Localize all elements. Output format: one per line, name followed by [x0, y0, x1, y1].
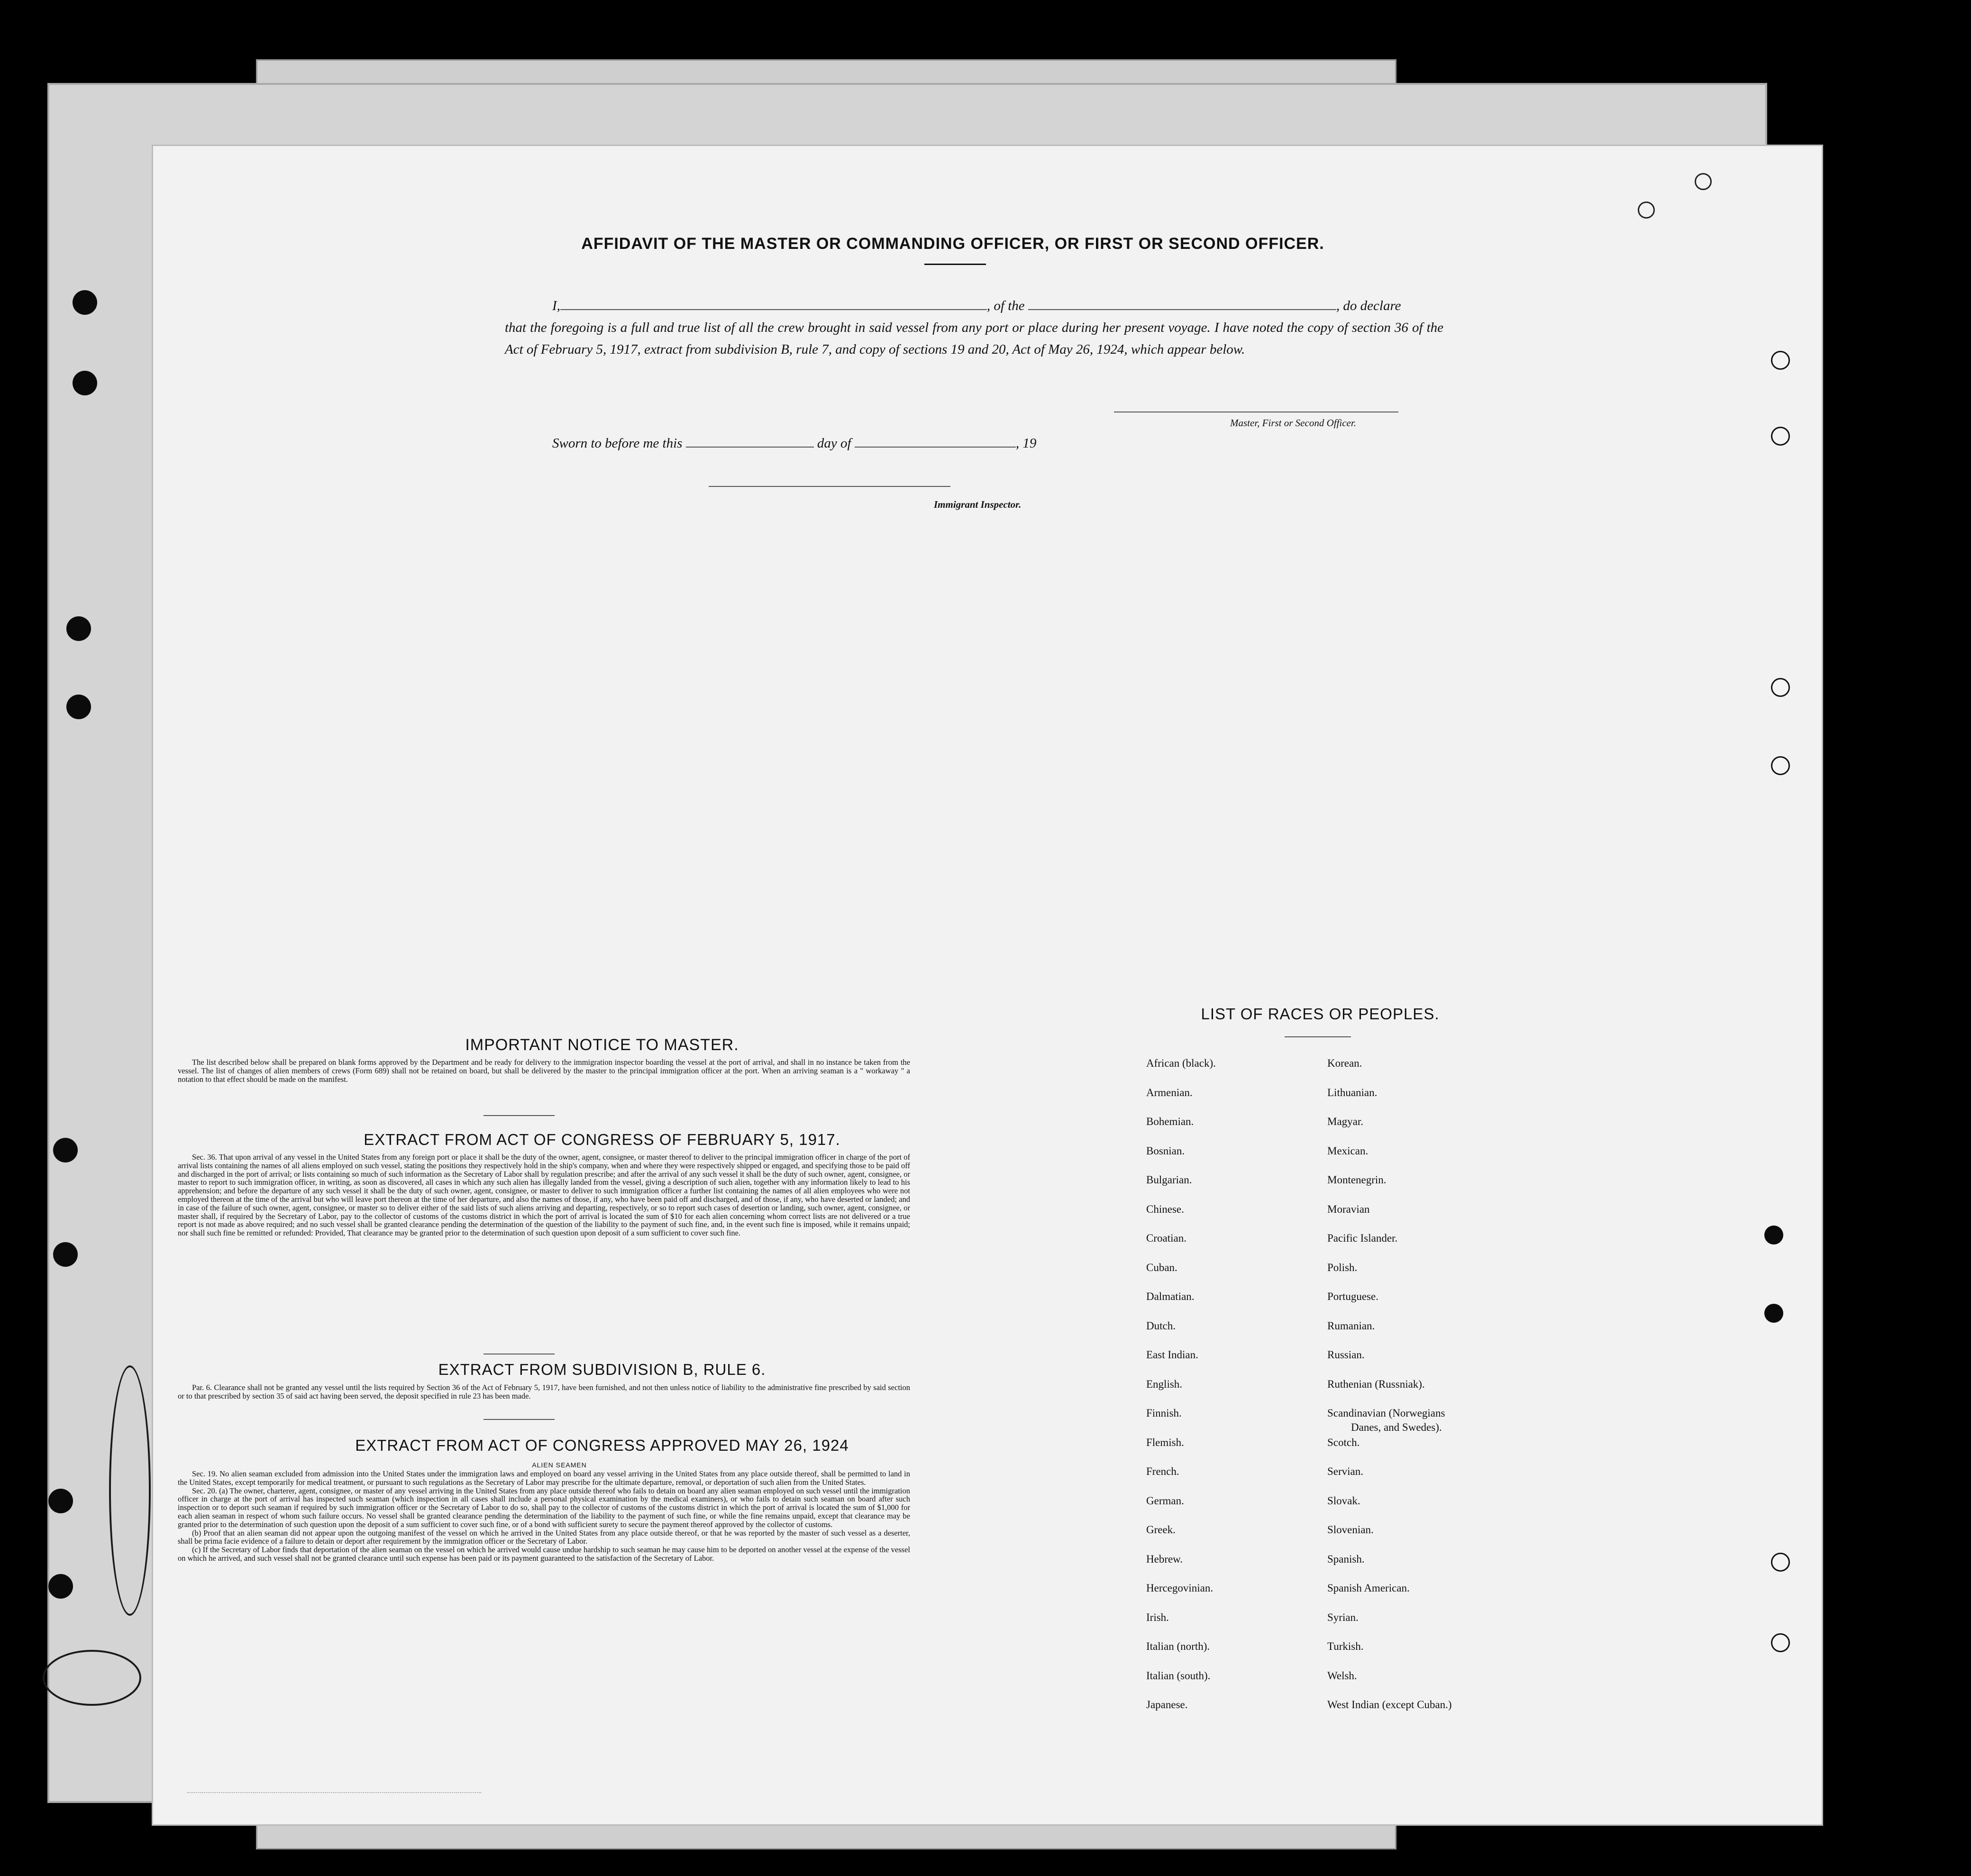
sworn-day-field[interactable]	[686, 435, 814, 448]
extract-1924-title: EXTRACT FROM ACT OF CONGRESS APPROVED MAY 26, 1924	[355, 1437, 849, 1454]
inspector-signature-label: Immigrant Inspector.	[934, 499, 1022, 510]
sworn-line	[552, 432, 1036, 454]
punch-hole	[1764, 1226, 1783, 1245]
punch-hole	[1771, 1553, 1790, 1572]
sworn-day-label: day of	[817, 436, 851, 451]
race-item: Irish.	[1146, 1611, 1169, 1623]
main-form-page	[152, 145, 1823, 1826]
race-item: East Indian.	[1146, 1349, 1198, 1361]
race-item: Moravian	[1327, 1203, 1370, 1215]
race-item: Bosnian.	[1146, 1144, 1185, 1157]
race-item: Dutch.	[1146, 1319, 1176, 1332]
race-item: Polish.	[1327, 1261, 1358, 1273]
section-19-paragraph: Sec. 19. No alien seaman excluded from admission into the United States under the immigration laws and employed on board any vessel arriving in the United States from any place outside thereof, shall be permitted to land in the United States, except temporarily for medical treatment, or pursuant to such regulations as the Secretary of Labor may prescribe for the ultimate departure, removal, or deportation of such alien from the United States.	[178, 1469, 910, 1487]
race-item: Servian.	[1327, 1465, 1364, 1477]
declaration-i: I,	[552, 298, 560, 313]
race-item: Montenegrin.	[1327, 1174, 1387, 1186]
punch-hole	[73, 371, 97, 395]
punch-hole	[1771, 1633, 1790, 1652]
extract-1917-text	[178, 1153, 910, 1237]
race-item: Scandinavian (Norwegians	[1327, 1407, 1445, 1419]
punch-hole	[1771, 756, 1790, 775]
section-20a-paragraph: Sec. 20. (a) The owner, charterer, agent, consignee, or master of any vessel arriving in the United States from any place outside thereof who fails to detain on board any alien seaman employed on such vessel until the immigration officer in charge at the port of arrival has inspected such seaman (which inspection in all cases shall include a personal physical examination by the medical examiners), or who fails to detain such seaman on board after such inspection or to deport such seaman if required by such immigration officer or the Secretary of Labor to do so, shall pay to the collector of customs of the customs district in which the port of arrival is located the sum of $1,000 for each alien seaman in respect of whom such failure occurs. No vessel shall be granted clearance pending the determination of the liability to the payment of such fine, or while the fine remains unpaid, except that clearance may be granted prior to the determination of such question upon the deposit of a sum sufficient to cover such fine, or of a bond with sufficient surety to secure the payment thereof approved by the collector of customs.	[178, 1486, 910, 1529]
sworn-prefix: Sworn to before me this	[552, 436, 683, 451]
punch-hole	[66, 616, 91, 641]
race-item: Slovak.	[1327, 1494, 1360, 1507]
punch-hole	[1771, 678, 1790, 697]
race-item: Lithuanian.	[1327, 1086, 1378, 1098]
race-item: Russian.	[1327, 1349, 1365, 1361]
extract-rule6-title: EXTRACT FROM SUBDIVISION B, RULE 6.	[438, 1361, 766, 1378]
race-item: Chinese.	[1146, 1203, 1184, 1215]
races-title-rule	[1285, 1036, 1351, 1037]
race-item: Magyar.	[1327, 1116, 1364, 1127]
declaration-of: , of the	[986, 298, 1025, 313]
footer-rule	[187, 1792, 481, 1798]
race-item: Armenian.	[1146, 1086, 1193, 1098]
punch-hole	[66, 695, 91, 719]
race-item: Mexican.	[1327, 1144, 1369, 1157]
race-item: Ruthenian (Russniak).	[1327, 1378, 1425, 1390]
race-item: Syrian.	[1327, 1611, 1359, 1623]
race-item: Italian (south).	[1146, 1669, 1211, 1682]
sworn-year-label: , 19	[1015, 436, 1037, 451]
binding-string-mark	[43, 1650, 141, 1706]
master-signature-label: Master, First or Second Officer.	[1230, 417, 1356, 429]
race-item: Finnish.	[1146, 1407, 1182, 1419]
race-item: Rumanian.	[1327, 1319, 1375, 1332]
race-item: Welsh.	[1327, 1669, 1357, 1682]
race-item: English.	[1146, 1378, 1183, 1390]
binding-string-mark	[109, 1365, 151, 1616]
notice-paragraph: The list described below shall be prepared on blank forms approved by the Department and be ready for delivery to the immigration inspector boarding the vessel at the port of arrival, and shall in no instance be taken from the vessel. The list of changes of alien members of crews (Form 689) shall not be retained on board, but shall be delivered by the master to the principal immigration officer at the port. When an arriving seaman is a " workaway " a notation to that effect should be made on the manifest.	[178, 1058, 910, 1084]
race-item: Greek.	[1146, 1524, 1176, 1536]
section-20c-paragraph: (c) If the Secretary of Labor finds that deportation of the alien seaman on the vessel on which he arrived would cause undue hardship to such seaman he may cause him to be deported on another vessel at the expense of the vessel on which he arrived, and such vessel shall not be granted clearance until such expense has been paid or its payment guaranteed to the satisfaction of the Secretary of Labor.	[178, 1545, 910, 1563]
affidavit-title: AFFIDAVIT OF THE MASTER OR COMMANDING OFFICER, OR FIRST OR SECOND OFFICER.	[581, 235, 1324, 253]
section-20b-paragraph: (b) Proof that an alien seaman did not appear upon the outgoing manifest of the vessel on which he arrived in the United States from any place outside thereof, or that he was reported by the master of such vessel as a deserter, shall be prima facie evidence of a failure to detain or deport after requirement by the immigration officer or the Secretary of Labor.	[178, 1528, 910, 1546]
race-item: Hercegovinian.	[1146, 1582, 1214, 1594]
extract-1917-title: EXTRACT FROM ACT OF CONGRESS OF FEBRUARY 5, 1917.	[364, 1131, 840, 1148]
race-item: Italian (north).	[1146, 1640, 1210, 1652]
race-item: African (black).	[1146, 1057, 1216, 1069]
notice-text	[178, 1058, 910, 1083]
punch-hole	[53, 1138, 78, 1162]
extract-1924-text	[178, 1470, 910, 1563]
punch-hole	[1771, 427, 1790, 446]
punch-hole	[73, 290, 97, 315]
race-item: Croatian.	[1146, 1232, 1186, 1244]
name-field[interactable]	[560, 298, 987, 310]
declaration-declare: , do declare	[1336, 298, 1401, 313]
race-item: Danes, and Swedes).	[1351, 1421, 1442, 1433]
race-item: Bohemian.	[1146, 1116, 1194, 1127]
declaration-body: that the foregoing is a full and true list of all the crew brought in said vessel from any port or place during her present voyage. I have noted the copy of section 36 of the Act of February 5, 1917, extract from subdivision B, rule 7, and copy of sections 19 and 20, Act of May 26, 1924, which appear below.	[505, 320, 1443, 357]
race-item: West Indian (except Cuban.)	[1327, 1699, 1452, 1711]
race-item: Scotch.	[1327, 1436, 1360, 1448]
race-item: Korean.	[1327, 1057, 1362, 1069]
race-item: Japanese.	[1146, 1699, 1188, 1711]
race-item: Turkish.	[1327, 1640, 1364, 1652]
race-item: Cuban.	[1146, 1261, 1177, 1273]
punch-hole	[1764, 1304, 1783, 1323]
inspector-signature-line[interactable]	[709, 486, 950, 487]
rule-6-paragraph: Par. 6. Clearance shall not be granted any vessel until the lists required by Section 36 of the Act of February 5, 1917, have been furnished, and not then unless notice of liability to the administrative fine prescribed by said section or to that prescribed by section 35 of said act having been served, the deposit specified in rule 23 has been made.	[178, 1383, 910, 1400]
alien-seamen-heading: ALIEN SEAMEN	[532, 1461, 587, 1469]
race-item: French.	[1146, 1465, 1179, 1477]
extract-rule6-text	[178, 1383, 910, 1400]
punch-hole	[48, 1489, 73, 1513]
races-title: LIST OF RACES OR PEOPLES.	[1201, 1005, 1440, 1023]
punch-hole	[1771, 351, 1790, 370]
ink-mark	[1638, 201, 1655, 219]
race-item: Hebrew.	[1146, 1553, 1183, 1565]
race-item: Flemish.	[1146, 1436, 1184, 1448]
race-item: German.	[1146, 1494, 1184, 1507]
race-item: Spanish.	[1327, 1553, 1365, 1565]
vessel-field[interactable]	[1028, 298, 1336, 310]
punch-hole	[53, 1242, 78, 1267]
punch-hole	[48, 1574, 73, 1599]
title-rule	[924, 264, 986, 265]
notice-title: IMPORTANT NOTICE TO MASTER.	[465, 1036, 739, 1054]
section-rule	[484, 1419, 555, 1420]
ink-mark	[1695, 173, 1712, 190]
section-rule	[484, 1115, 555, 1116]
race-item: Spanish American.	[1327, 1582, 1410, 1594]
section-36-paragraph: Sec. 36. That upon arrival of any vessel in the United States from any foreign port or place it shall be the duty of the owner, agent, consignee, or master thereof to deliver to the principal immigration officer in charge of the port of arrival lists containing the names of all aliens employed on such vessel, stating the positions they respectively hold in the ship's company, when and where they were respectively shipped or engaged, and specifying those to be paid off and discharged in the port of arrival; or lists containing so much of such information as the Secretary of Labor shall by regulation prescribe; and after the arrival of any such vessel it shall be the duty of such owner, agent, consignee, or master to report to such immigration officer, in writing, as soon as discovered, all cases in which any such alien has illegally landed from the vessel, giving a description of such alien, together with any information likely to lead to his apprehension; and before the departure of any such vessel it shall be the duty of such owner, agent, consignee, or master to deliver to such immigration officer a further list containing the names of all alien employees who were not employed thereon at the time of the arrival but who will leave port thereon at the time of her departure, and also the names of those, if any, who have been paid off and discharged, and of those, if any, who have deserted or landed; and in case of the failure of such owner, agent, consignee, or master so to deliver either of the said lists of such aliens arriving and departing, respectively, or so to report such cases of desertion or landing, such owner, agent, consignee, or master shall, if required by the Secretary of Labor, pay to the collector of customs of the customs district in which the port of arrival is located the sum of $10 for each alien concerning whom correct lists are not delivered or a true report is not made as above required; and no such vessel shall be granted clearance pending the determination of the question of the liability to the payment of such fine, and, in the event such fine is imposed, while it remains unpaid; nor shall such fine be remitted or refunded: Provided, That clearance may be granted prior to the determination of such question upon deposit of a sum sufficient to cover such fine.	[178, 1153, 910, 1238]
race-item: Portuguese.	[1327, 1290, 1378, 1302]
sworn-month-field[interactable]	[855, 435, 1016, 448]
declaration-line	[552, 295, 1453, 317]
race-item: Bulgarian.	[1146, 1174, 1192, 1186]
race-item: Pacific Islander.	[1327, 1232, 1398, 1244]
race-item: Slovenian.	[1327, 1524, 1374, 1536]
race-item: Dalmatian.	[1146, 1290, 1195, 1302]
